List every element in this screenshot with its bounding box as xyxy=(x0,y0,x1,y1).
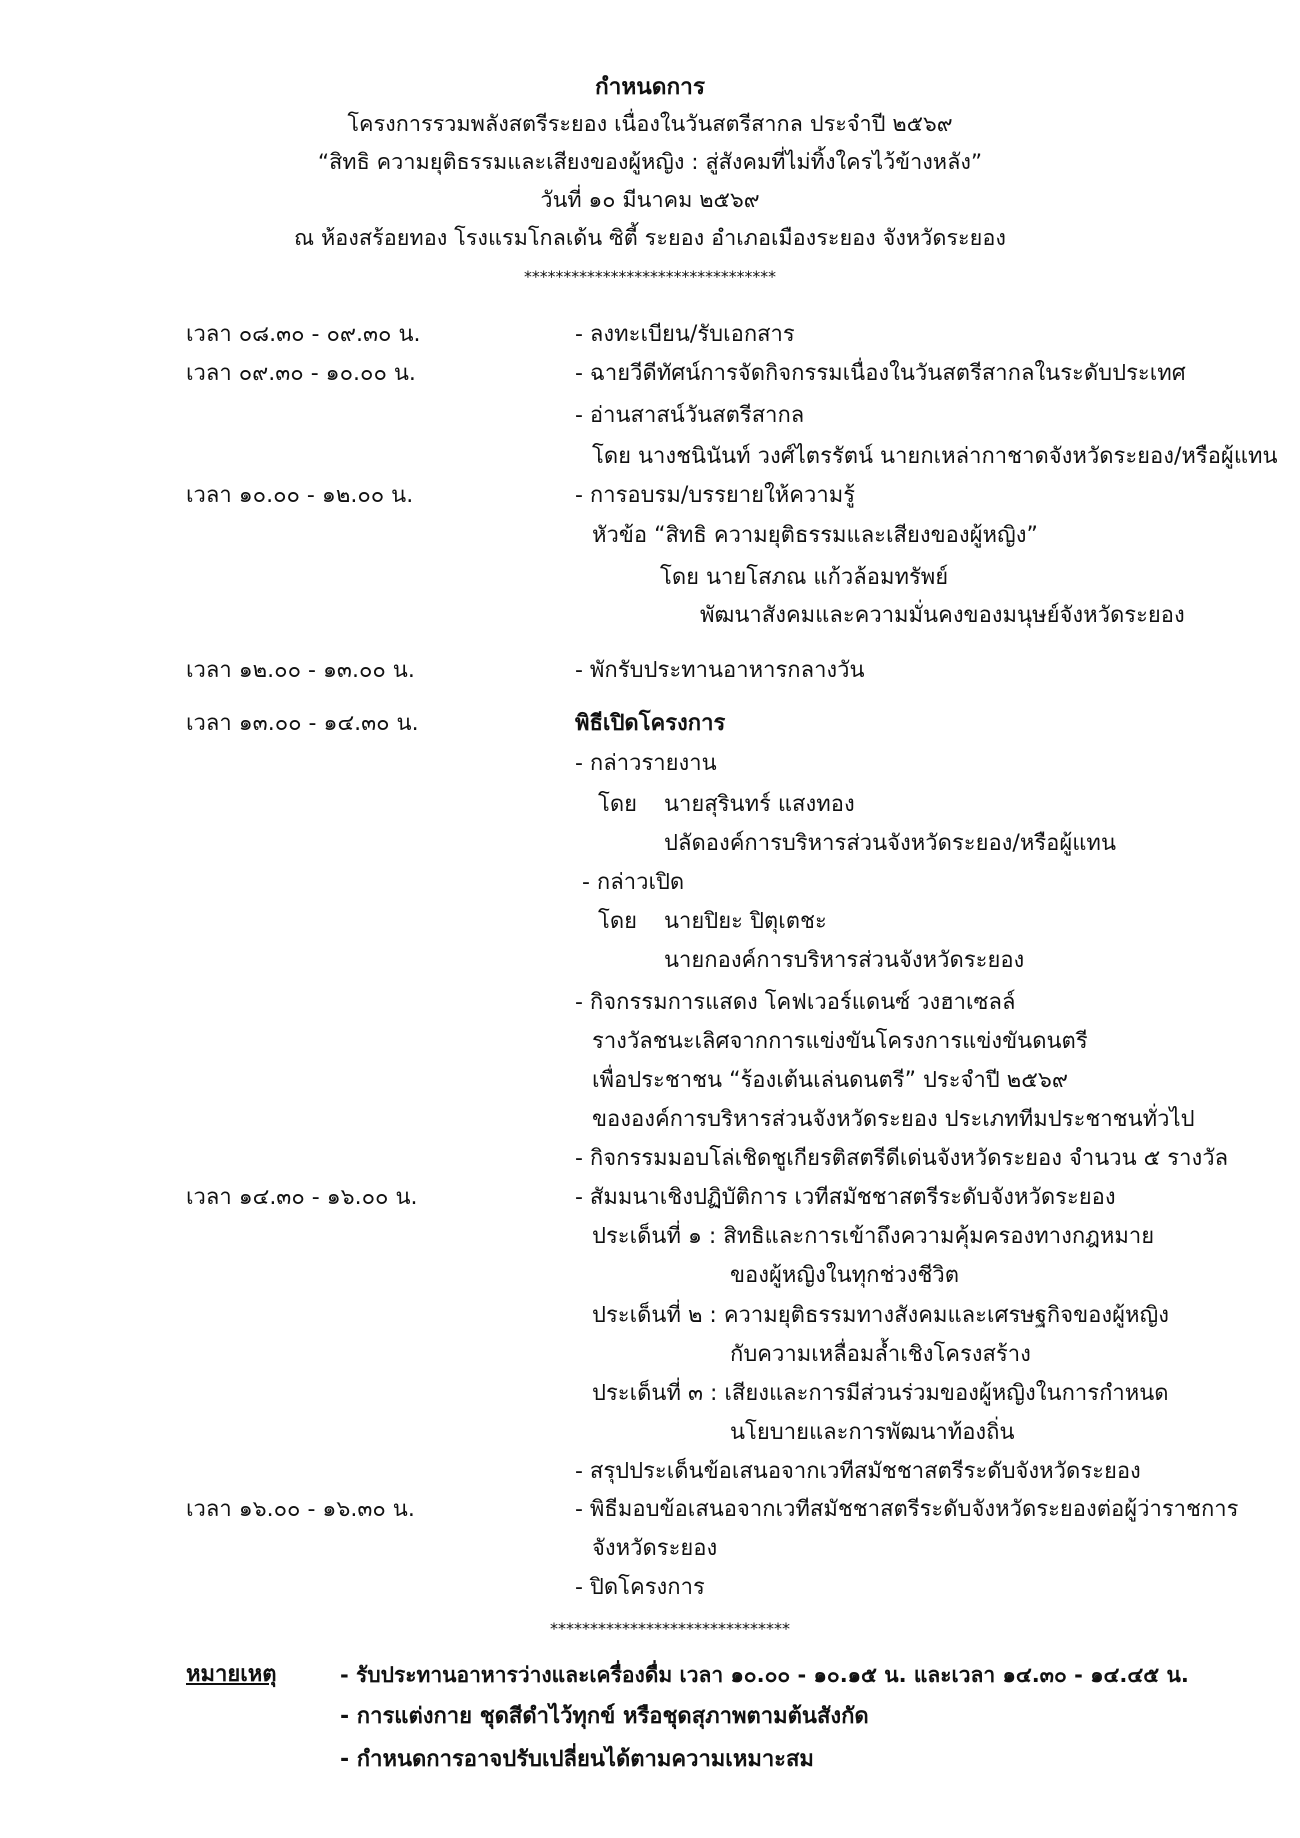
event-venue: ณ ห้องสร้อยทอง โรงแรมโกลเด้น ซิตี้ ระยอง อำเภอเมืองระยอง จังหวัดระยอง xyxy=(294,226,1006,251)
activity-line: โดย นายโสภณ แก้วล้อมทรัพย์ xyxy=(660,565,949,590)
activity-line: - ปิดโครงการ xyxy=(575,1575,705,1600)
time-slot: เวลา ๑๔.๓๐ - ๑๖.๐๐ น. xyxy=(186,1185,418,1210)
activity-line: - พักรับประทานอาหารกลางวัน xyxy=(575,658,865,683)
project-name: โครงการรวมพลังสตรีระยอง เนื่องในวันสตรีสากล ประจำปี ๒๕๖๙ xyxy=(347,112,953,137)
time-slot: เวลา ๑๐.๐๐ - ๑๒.๐๐ น. xyxy=(186,483,414,508)
activity-line: จังหวัดระยอง xyxy=(592,1536,718,1561)
activity-line: โดย xyxy=(598,909,637,934)
activity-line: นโยบายและการพัฒนาท้องถิ่น xyxy=(730,1420,1015,1445)
event-date: วันที่ ๑๐ มีนาคม ๒๕๖๙ xyxy=(540,188,760,213)
activity-line: - อ่านสาสน์วันสตรีสากล xyxy=(575,403,805,428)
activity-line: พัฒนาสังคมและความมั่นคงของมนุษย์จังหวัดระยอง xyxy=(700,603,1185,628)
note-item: - การแต่งกาย ชุดสีดำไว้ทุกข์ หรือชุดสุภาพตามต้นสังกัด xyxy=(340,1704,869,1729)
time-slot: เวลา ๐๙.๓๐ - ๑๐.๐๐ น. xyxy=(186,361,416,386)
activity-line: โดย xyxy=(598,792,637,817)
activity-line: - กล่าวเปิด xyxy=(582,870,685,895)
activity-line: - กล่าวรายงาน xyxy=(575,751,717,776)
activity-line: ของผู้หญิงในทุกช่วงชีวิต xyxy=(730,1263,960,1288)
activity-line: - การอบรม/บรรยายให้ความรู้ xyxy=(575,483,856,508)
activity-line: - กิจกรรมมอบโล่เชิดชูเกียรติสตรีดีเด่นจังหวัดระยอง จำนวน ๕ รางวัล xyxy=(575,1146,1229,1171)
time-slot: เวลา ๐๘.๓๐ - ๐๙.๓๐ น. xyxy=(186,322,421,347)
note-label: หมายเหตุ xyxy=(186,1662,277,1687)
note-item: - กำหนดการอาจปรับเปลี่ยนได้ตามความเหมาะสม xyxy=(340,1747,814,1772)
activity-line: - พิธีมอบข้อเสนอจากเวทีสมัชชาสตรีระดับจังหวัดระยองต่อผู้ว่าราชการ xyxy=(575,1497,1239,1522)
activity-line: กับความเหลื่อมล้ำเชิงโครงสร้าง xyxy=(730,1342,1031,1367)
activity-line: นายสุรินทร์ แสงทอง xyxy=(664,792,855,817)
activity-line: ประเด็นที่ ๒ : ความยุติธรรมทางสังคมและเศรษฐกิจของผู้หญิง xyxy=(592,1303,1169,1328)
activity-line: ขององค์การบริหารส่วนจังหวัดระยอง ประเภททีมประชาชนทั่วไป xyxy=(592,1107,1195,1132)
time-slot: เวลา ๑๓.๐๐ - ๑๔.๓๐ น. xyxy=(186,711,419,736)
activity-line: โดย นางชนินันท์ วงศ์ไตรรัตน์ นายกเหล่ากาชาดจังหวัดระยอง/หรือผู้แทน xyxy=(592,444,1278,469)
activity-line: - ลงทะเบียน/รับเอกสาร xyxy=(575,322,795,347)
opening-ceremony-heading: พิธีเปิดโครงการ xyxy=(575,711,726,736)
time-slot: เวลา ๑๒.๐๐ - ๑๓.๐๐ น. xyxy=(186,658,415,683)
activity-line: รางวัลชนะเลิศจากการแข่งขันโครงการแข่งขันดนตรี xyxy=(592,1029,1088,1054)
activity-line: - สัมมนาเชิงปฏิบัติการ เวทีสมัชชาสตรีระดับจังหวัดระยอง xyxy=(575,1185,1116,1210)
activity-line: ปลัดองค์การบริหารส่วนจังหวัดระยอง/หรือผู้แทน xyxy=(664,831,1116,856)
activity-line: ประเด็นที่ ๑ : สิทธิและการเข้าถึงความคุ้มครองทางกฎหมาย xyxy=(592,1224,1155,1249)
note-item: - รับประทานอาหารว่างและเครื่องดื่ม เวลา ๑๐.๐๐ - ๑๐.๑๕ น. และเวลา ๑๔.๓๐ - ๑๔.๔๕ น. xyxy=(340,1663,1189,1687)
activity-line: ประเด็นที่ ๓ : เสียงและการมีส่วนร่วมของผู้หญิงในการกำหนด xyxy=(592,1381,1169,1406)
activity-line: - ฉายวีดีทัศน์การจัดกิจกรรมเนื่องในวันสตรีสากลในระดับประเทศ xyxy=(575,361,1186,386)
time-slot: เวลา ๑๖.๐๐ - ๑๖.๓๐ น. xyxy=(186,1497,415,1522)
document-title: กำหนดการ xyxy=(594,74,706,100)
activity-line: - กิจกรรมการแสดง โคฟเวอร์แดนซ์ วงฮาเซลล์ xyxy=(575,990,1016,1015)
activity-line: นายกองค์การบริหารส่วนจังหวัดระยอง xyxy=(664,948,1025,973)
activity-line: - สรุปประเด็นข้อเสนอจากเวทีสมัชชาสตรีระดับจังหวัดระยอง xyxy=(575,1459,1141,1484)
footer-divider: ****************************** xyxy=(550,1619,790,1638)
activity-line: เพื่อประชาชน “ร้องเต้นเล่นดนตรี” ประจำปี ๒๕๖๙ xyxy=(592,1068,1068,1093)
header-divider: ******************************** xyxy=(524,267,776,286)
project-theme: “สิทธิ ความยุติธรรมและเสียงของผู้หญิง : สู่สังคมที่ไม่ทิ้งใครไว้ข้างหลัง” xyxy=(317,150,983,175)
activity-line: นายปิยะ ปิตุเตชะ xyxy=(664,909,827,934)
activity-line: หัวข้อ “สิทธิ ความยุติธรรมและเสียงของผู้หญิง” xyxy=(592,523,1038,548)
